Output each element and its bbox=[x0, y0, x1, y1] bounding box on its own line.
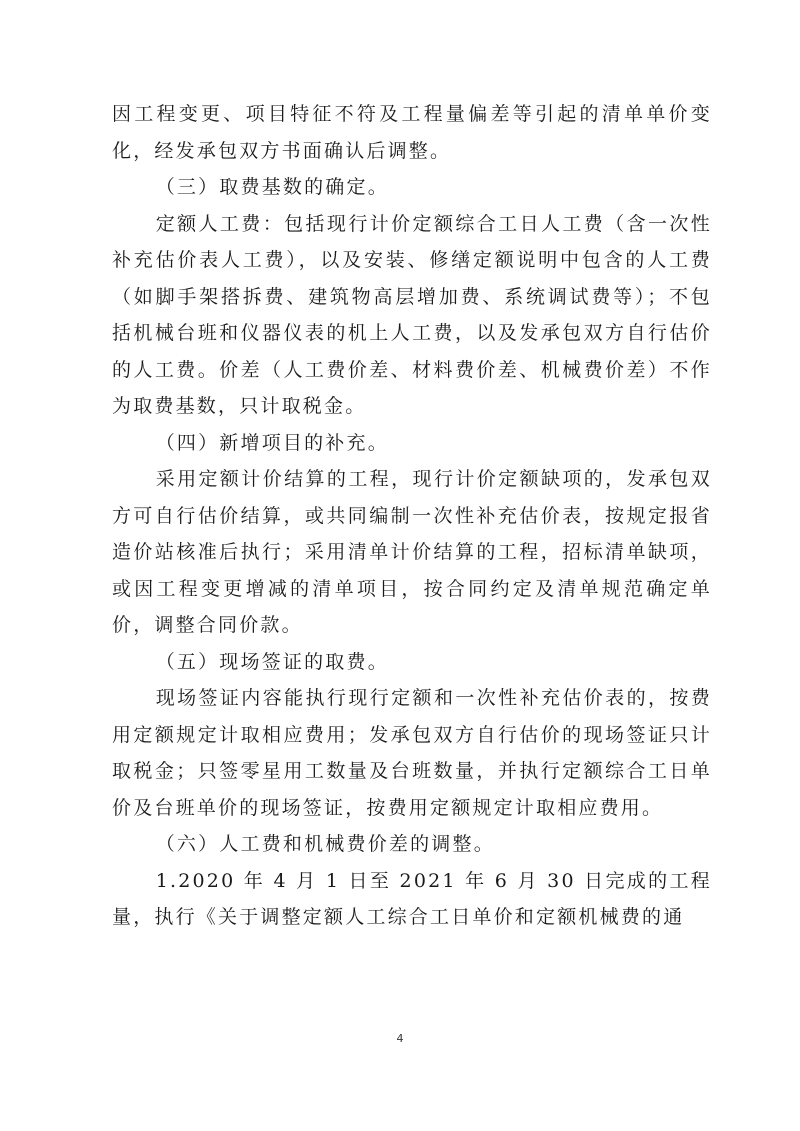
section-heading-4: （四）新增项目的补充。 bbox=[155, 431, 389, 454]
paragraph-base-fee: 定额人工费：包括现行计价定额综合工日人工费（含一次性补充估价表人工费），以及安装、修缮定额说明中包含的人工费（如脚手架搭拆费、建筑物高层增加费、系统调试费等）；不包括机械台班和仪器仪表的机上人工费，以及发承包双方自行估价的人工费。价差（人工费价差、材料费价差、机械费价差）不作为取费基数，只计取税金。 bbox=[112, 212, 712, 417]
paragraph-continued: 因工程变更、项目特征不符及工程量偏差等引起的清单单价变化，经发承包双方书面确认后调整。 bbox=[112, 103, 712, 162]
page-number: 4 bbox=[396, 1032, 404, 1045]
document-body bbox=[112, 96, 712, 936]
paragraph-site-visa: 现场签证内容能执行现行定额和一次性补充估价表的，按费用定额规定计取相应费用；发承包双方自行估价的现场签证只计取税金；只签零星用工数量及台班数量，并执行定额综合工日单价及台班单价的现场签证，按费用定额规定计取相应费用。 bbox=[112, 687, 712, 819]
paragraph-adjustment-1: 1.2020 年 4 月 1 日至 2021 年 6 月 30 日完成的工程量，执行《关于调整定额人工综合工日单价和定额机械费的通 bbox=[112, 869, 712, 928]
section-heading-5: （五）现场签证的取费。 bbox=[155, 650, 389, 673]
section-heading-3: （三）取费基数的确定。 bbox=[155, 176, 389, 198]
paragraph-new-items: 采用定额计价结算的工程，现行计价定额缺项的，发承包双方可自行估价结算，或共同编制一次性补充估价表，按规定报省造价站核准后执行；采用清单计价结算的工程，招标清单缺项，或因工程变更增减的清单项目，按合同约定及清单规范确定单价，调整合同价款。 bbox=[112, 468, 712, 636]
section-heading-6: （六）人工费和机械费价差的调整。 bbox=[155, 833, 495, 855]
